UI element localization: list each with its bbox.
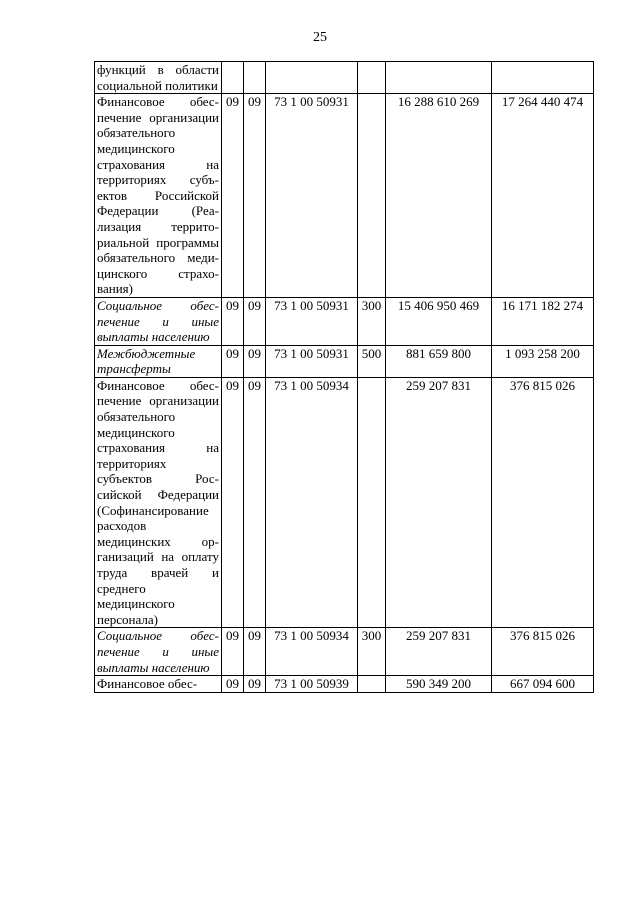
subsection-code-cell [244, 62, 266, 94]
row-name-cell: Социальное обеспечение и иные выплаты населению [95, 297, 222, 345]
section-code-cell: 09 [222, 676, 244, 693]
expense-type-code-cell [358, 377, 386, 628]
amount-year1-cell: 259 207 831 [386, 628, 492, 676]
amount-year1-cell [386, 62, 492, 94]
subsection-code-cell: 09 [244, 676, 266, 693]
row-name-cell: Финансовое обеспечение организации обязательного медицинского страхования на территориях субъектов Российской Федерации (Реализация территориальной программы обязательного медицинского страхования) [95, 94, 222, 298]
row-name-cell: Финансовое обес- [95, 676, 222, 693]
amount-year2-cell: 17 264 440 474 [492, 94, 594, 298]
expense-type-code-cell [358, 676, 386, 693]
target-item-code-cell [266, 62, 358, 94]
expense-type-code-cell: 500 [358, 345, 386, 377]
expense-type-code-cell [358, 62, 386, 94]
target-item-code-cell: 73 1 00 50939 [266, 676, 358, 693]
table-row [95, 94, 594, 298]
page-number: 25 [313, 30, 327, 45]
expense-type-code-cell [358, 94, 386, 298]
subsection-code-cell: 09 [244, 94, 266, 298]
table-body [95, 62, 594, 693]
table-row [95, 676, 594, 693]
amount-year2-cell: 1 093 258 200 [492, 345, 594, 377]
target-item-code-cell: 73 1 00 50934 [266, 628, 358, 676]
amount-year1-cell: 16 288 610 269 [386, 94, 492, 298]
section-code-cell: 09 [222, 628, 244, 676]
subsection-code-cell: 09 [244, 297, 266, 345]
amount-year1-cell: 881 659 800 [386, 345, 492, 377]
table-row [95, 628, 594, 676]
target-item-code-cell: 73 1 00 50931 [266, 297, 358, 345]
table-row [95, 377, 594, 628]
amount-year2-cell: 16 171 182 274 [492, 297, 594, 345]
expense-type-code-cell: 300 [358, 628, 386, 676]
table-row [95, 62, 594, 94]
row-name-cell: Социальное обеспечение и иные выплаты населению [95, 628, 222, 676]
section-code-cell: 09 [222, 377, 244, 628]
target-item-code-cell: 73 1 00 50931 [266, 345, 358, 377]
section-code-cell: 09 [222, 297, 244, 345]
amount-year2-cell: 376 815 026 [492, 377, 594, 628]
expense-type-code-cell: 300 [358, 297, 386, 345]
budget-table [94, 61, 594, 693]
amount-year2-cell: 376 815 026 [492, 628, 594, 676]
subsection-code-cell: 09 [244, 377, 266, 628]
row-name-cell: функций в области социальной политики [95, 62, 222, 94]
amount-year2-cell: 667 094 600 [492, 676, 594, 693]
row-name-cell: Финансовое обеспечение организации обязательного медицинского страхования на территориях субъектов Российской Федерации (Софинансирование расходов медицинских организаций на оплату труда врачей и среднего медицинского персонала) [95, 377, 222, 628]
target-item-code-cell: 73 1 00 50934 [266, 377, 358, 628]
target-item-code-cell: 73 1 00 50931 [266, 94, 358, 298]
amount-year1-cell: 15 406 950 469 [386, 297, 492, 345]
row-name-cell: Межбюджетные трансферты [95, 345, 222, 377]
subsection-code-cell: 09 [244, 345, 266, 377]
amount-year1-cell: 259 207 831 [386, 377, 492, 628]
table-row [95, 345, 594, 377]
table-row [95, 297, 594, 345]
section-code-cell [222, 62, 244, 94]
subsection-code-cell: 09 [244, 628, 266, 676]
section-code-cell: 09 [222, 94, 244, 298]
amount-year1-cell: 590 349 200 [386, 676, 492, 693]
section-code-cell: 09 [222, 345, 244, 377]
amount-year2-cell [492, 62, 594, 94]
